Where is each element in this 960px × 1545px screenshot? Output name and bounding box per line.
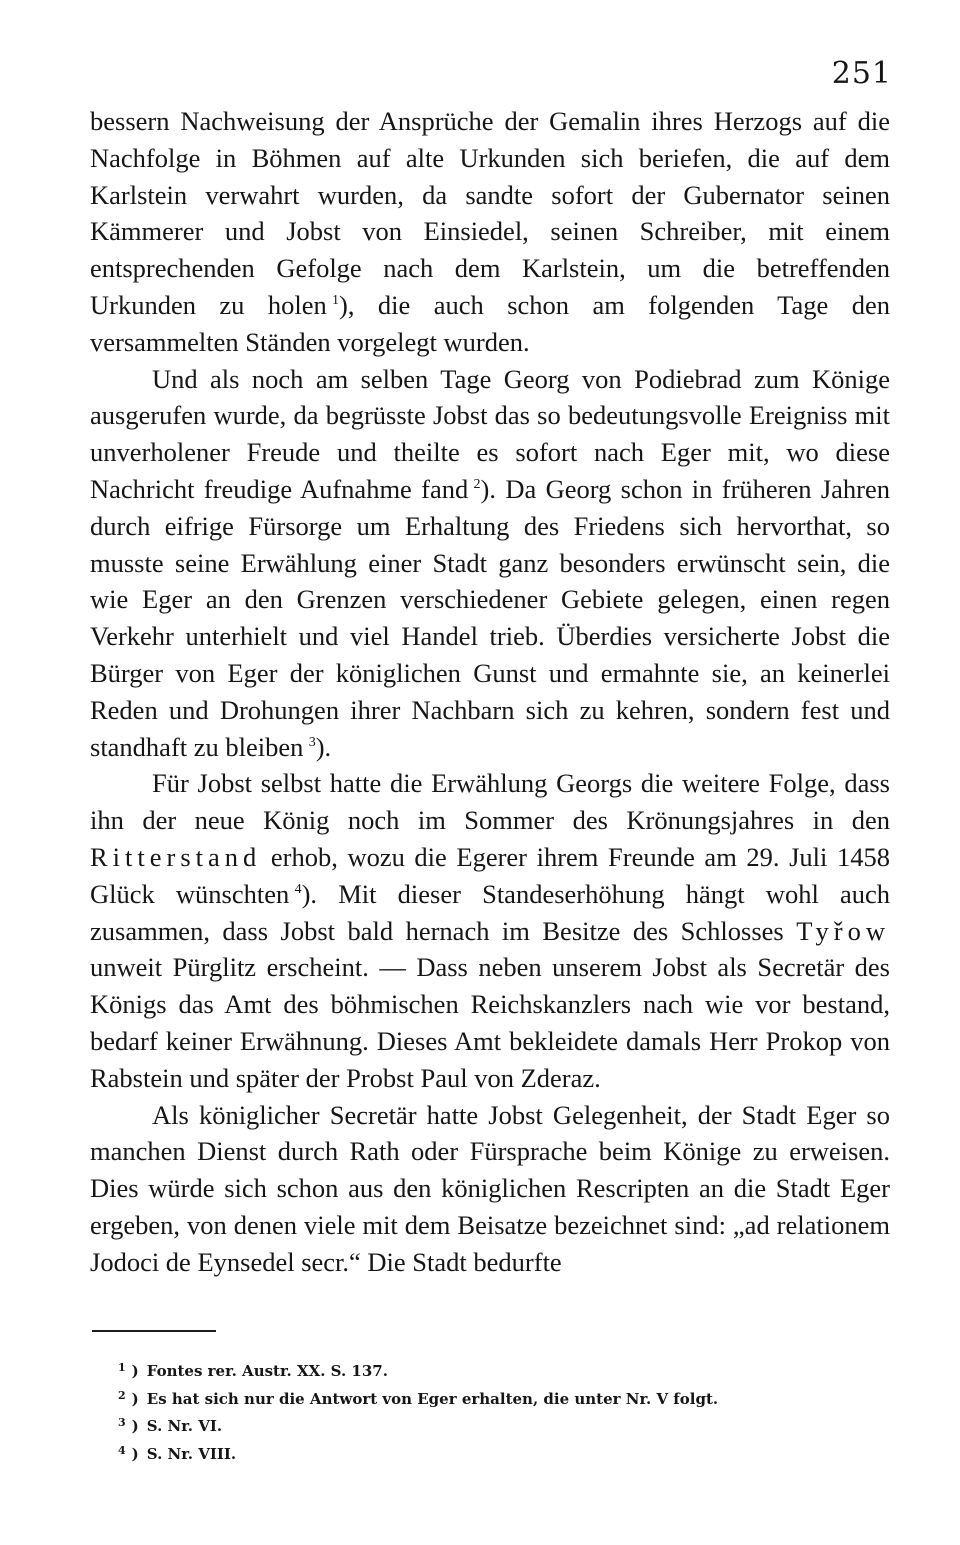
footnote-ref-1: 1 <box>332 292 340 308</box>
footnote-3: $^3$ ) S. Nr. VI. <box>118 1416 223 1435</box>
footnote-4: $^4$ ) S. Nr. VIII. <box>118 1443 237 1463</box>
footnote-number: 3 <box>118 1416 126 1429</box>
footnote-text: Fontes rer. Austr. XX. S. 137. <box>146 1362 388 1380</box>
footnote-ref-2: 2 <box>473 476 481 492</box>
paragraph-2-tail: ). Da Georg schon in früheren Jahren durch eifrige Fürsorge um Erhaltung des Friedens sich hervorthat, so musste seine Erwählung einer Stadt ganz besonders erwünscht sein, die wie Eger an den Grenzen verschiedener Gebiete gelegen, einen regen Verkehr unterhielt und viel Handel trieb. Überdies versicherte Jobst die Bürger von Eger der königlichen Gunst und ermahnte sie, an keinerlei Reden und Drohungen ihrer Nachbarn sich zu kehren, sondern fest und standhaft zu bleiben <box>90 473 890 762</box>
paragraph-3 <box>90 765 890 1096</box>
paragraph-3-text-b: erhob, wozu die Egerer ihrem Freunde am 29. Juli 1458 Glück wünschten <box>90 841 890 909</box>
footnote-2: $^2$ ) Es hat sich nur die Antwort von Eger erhalten, die unter Nr. V folgt. <box>118 1388 719 1408</box>
footnote-number: 4 <box>118 1443 126 1457</box>
main-text <box>90 103 890 1281</box>
paragraph-3-text-c: ). Mit dieser Standeserhöhung hängt wohl auch zusammen, dass Jobst bald hernach im Besitze des Schlosses <box>90 878 890 946</box>
paragraph-1-text: bessern Nachweisung der Ansprüche der Gemalin ihres Herzogs auf die Nachfolge in Böhmen auf alte Urkunden sich beriefen, die auf dem Karlstein verwahrt wurden, da sandte sofort der Gubernator seinen Kämmerer und Jobst von Einsiedel, seinen Schreiber, mit einem entsprechenden Gefolge nach dem Karlstein, um die betreffenden Urkunden zu holen <box>90 106 890 320</box>
paragraph-3-text-d: unweit Pürglitz erscheint. — Dass neben unserem Jobst als Secretär des Königs das Amt des böhmischen Reichskanzlers nach wie vor bestand, bedarf keiner Erwähnung. Dieses Amt bekleidete damals Herr Prokop von Rabstein und später der Probst Paul von Zderaz. <box>90 952 890 1093</box>
footnote-number: 2 <box>118 1388 126 1402</box>
paragraph-2-text: Und als noch am selben Tage Georg von Podiebrad zum Könige ausgerufen wurde, da begrüsste Jobst das so bedeutungsvolle Ereigniss mit unverholener Freude und theilte es sofort nach Eger mit, wo diese Nachricht freudige Aufnahme fand <box>90 363 890 504</box>
spaced-word-tyrow: Tyřow <box>796 915 891 946</box>
paragraph-2-end: ). <box>315 731 332 762</box>
footnote-text: S. Nr. VIII. <box>146 1444 237 1463</box>
footnote-ref-4: 4 <box>294 881 302 897</box>
paragraph-4-text: Als königlicher Secretär hatte Jobst Gelegenheit, der Stadt Eger so manchen Dienst durch Rath oder Fürsprache beim Könige zu erweisen. Dies würde sich schon aus den königlichen Rescripten an die Stadt Eger ergeben, von denen viele mit dem Beisatze bezeichnet sind: „ad relationem Jodoci de Eynsedel secr.“ Die Stadt bedurfte <box>90 1099 890 1277</box>
footnote-text: Es hat sich nur die Antwort von Eger erhalten, die unter Nr. V folgt. <box>146 1389 719 1408</box>
footnotes <box>118 1356 858 1466</box>
footnote-number: 1 <box>118 1361 126 1374</box>
footnote-1: $^1$ ) Fontes rer. Austr. XX. S. 137. <box>118 1361 388 1380</box>
paragraph-4 <box>90 1097 890 1281</box>
paragraph-2 <box>90 361 890 766</box>
paragraph-1-tail: ), die auch schon am folgenden Tage den versammelten Ständen vorgelegt wurden. <box>90 289 890 357</box>
paragraph-3-text-a: Für Jobst selbst hatte die Erwählung Georgs die weitere Folge, dass ihn der neue König noch im Sommer des Krönungsjahres in den <box>90 768 890 836</box>
page-number: 251 <box>831 56 892 91</box>
spaced-word-ritterstand: Ritterstand <box>90 841 262 872</box>
paragraph-1 <box>90 103 890 361</box>
footnote-text: S. Nr. VI. <box>146 1417 223 1435</box>
footnote-divider <box>92 1330 216 1332</box>
footnote-ref-3: 3 <box>308 734 316 750</box>
